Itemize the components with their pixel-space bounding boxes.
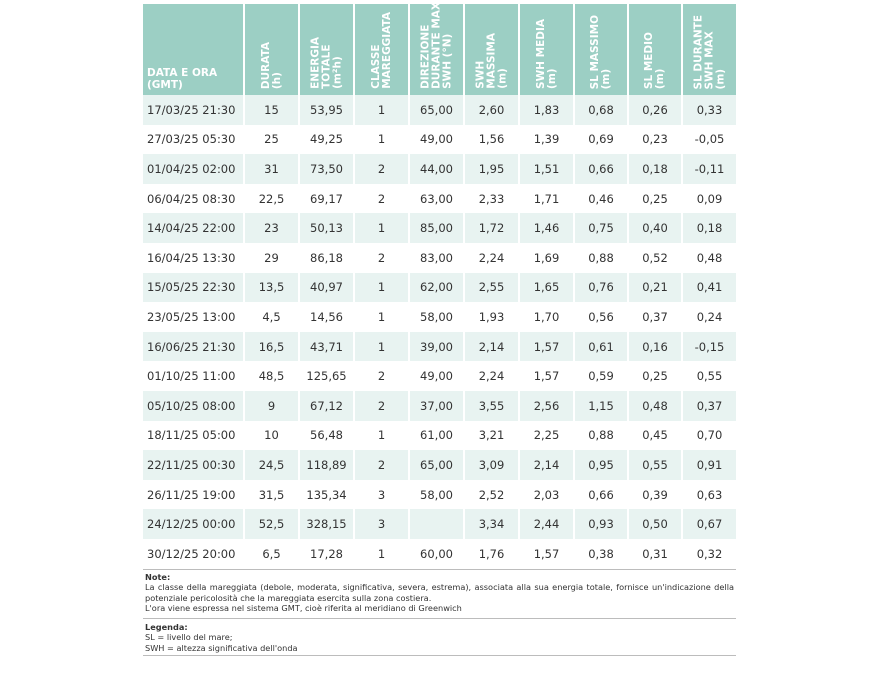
table-cell: 17,28 — [299, 539, 354, 569]
table-cell: 29 — [244, 243, 299, 273]
table-cell: 0,50 — [628, 509, 682, 539]
table-row — [143, 213, 736, 243]
table-cell: 60,00 — [409, 539, 464, 569]
table-cell: 0,91 — [682, 450, 736, 480]
table-cell: 3,34 — [464, 509, 519, 539]
table-cell: 49,00 — [409, 125, 464, 155]
column-header-label: SL MASSIMO (m) — [589, 14, 612, 89]
table-cell: 3 — [354, 480, 409, 510]
table-cell: 2 — [354, 243, 409, 273]
table-cell: 0,76 — [574, 273, 628, 303]
table-cell: 16,5 — [244, 332, 299, 362]
table-cell: 1,72 — [464, 213, 519, 243]
table-cell: 53,95 — [299, 95, 354, 125]
table-cell: 62,00 — [409, 273, 464, 303]
table-cell: 2,55 — [464, 273, 519, 303]
table-cell: 0,56 — [574, 302, 628, 332]
table-cell: 3,09 — [464, 450, 519, 480]
table-cell: 56,48 — [299, 421, 354, 451]
table-cell: 0,55 — [628, 450, 682, 480]
table-cell: 06/04/25 08:30 — [143, 184, 244, 214]
table-cell: 0,52 — [628, 243, 682, 273]
table-cell: 40,97 — [299, 273, 354, 303]
table-cell: 1 — [354, 213, 409, 243]
table-cell: 22/11/25 00:30 — [143, 450, 244, 480]
column-header-label: DIREZIONE DURANTE MAX SWH (°N) — [419, 2, 453, 89]
table-cell: 26/11/25 19:00 — [143, 480, 244, 510]
table-cell: 31,5 — [244, 480, 299, 510]
table-cell: 37,00 — [409, 391, 464, 421]
column-header-label: DATA E ORA (GMT) — [147, 67, 218, 91]
table-cell: 1,83 — [519, 95, 574, 125]
table-cell: 1,57 — [519, 539, 574, 569]
table-cell: 61,00 — [409, 421, 464, 451]
table-cell: 3,21 — [464, 421, 519, 451]
table-cell: 16/04/25 13:30 — [143, 243, 244, 273]
table-cell: 2 — [354, 184, 409, 214]
table-cell: 31 — [244, 154, 299, 184]
table-cell: 0,75 — [574, 213, 628, 243]
table-cell: 49,00 — [409, 361, 464, 391]
column-header-label: SL DURANTE SWH MAX (m) — [692, 14, 726, 89]
table-cell: 2,03 — [519, 480, 574, 510]
storm-events-table — [143, 4, 736, 569]
table-cell: 0,09 — [682, 184, 736, 214]
table-cell: 05/10/25 08:00 — [143, 391, 244, 421]
table-cell: 6,5 — [244, 539, 299, 569]
table-cell: 86,18 — [299, 243, 354, 273]
table-cell: 2,24 — [464, 361, 519, 391]
table-cell: 49,25 — [299, 125, 354, 155]
table-cell: 1 — [354, 332, 409, 362]
table-cell: 48,5 — [244, 361, 299, 391]
table-cell: 0,21 — [628, 273, 682, 303]
column-header — [244, 4, 299, 95]
table-row — [143, 302, 736, 332]
table-cell: 58,00 — [409, 480, 464, 510]
table-cell: 1,39 — [519, 125, 574, 155]
table-cell: 69,17 — [299, 184, 354, 214]
table-cell: 0,38 — [574, 539, 628, 569]
column-header — [409, 4, 464, 95]
table-cell: 2,24 — [464, 243, 519, 273]
legend-line: SL = livello del mare; — [145, 632, 233, 642]
table-cell: 18/11/25 05:00 — [143, 421, 244, 451]
table-header-row — [143, 4, 736, 95]
table-cell: 43,71 — [299, 332, 354, 362]
table-cell: 1,51 — [519, 154, 574, 184]
table-cell: 125,65 — [299, 361, 354, 391]
table-cell: 0,69 — [574, 125, 628, 155]
table-cell: 23 — [244, 213, 299, 243]
table-cell: 1 — [354, 273, 409, 303]
table-cell: 0,31 — [628, 539, 682, 569]
table-cell: 1,93 — [464, 302, 519, 332]
table-cell: 83,00 — [409, 243, 464, 273]
table-cell: 0,46 — [574, 184, 628, 214]
table-cell: 2 — [354, 450, 409, 480]
storm-table-document — [143, 4, 736, 656]
table-cell: 0,24 — [682, 302, 736, 332]
column-header — [299, 4, 354, 95]
table-cell: 24/12/25 00:00 — [143, 509, 244, 539]
table-row — [143, 154, 736, 184]
table-cell: 0,48 — [682, 243, 736, 273]
table-row — [143, 539, 736, 569]
table-row — [143, 509, 736, 539]
table-cell: 25 — [244, 125, 299, 155]
notes-line: L'ora viene espressa nel sistema GMT, cioè riferita al meridiano di Greenwich — [145, 603, 462, 613]
table-cell: -0,05 — [682, 125, 736, 155]
table-cell: 2,52 — [464, 480, 519, 510]
table-cell: 67,12 — [299, 391, 354, 421]
table-cell: 0,25 — [628, 361, 682, 391]
table-row — [143, 243, 736, 273]
table-cell: 0,25 — [628, 184, 682, 214]
table-cell: 0,45 — [628, 421, 682, 451]
table-cell: 135,34 — [299, 480, 354, 510]
legend-title: Legenda: — [145, 621, 188, 632]
table-cell: 85,00 — [409, 213, 464, 243]
table-row — [143, 421, 736, 451]
table-cell: 63,00 — [409, 184, 464, 214]
table-cell: 1,57 — [519, 361, 574, 391]
table-cell: 2 — [354, 154, 409, 184]
table-cell: 65,00 — [409, 95, 464, 125]
table-cell: 0,95 — [574, 450, 628, 480]
table-cell: 0,61 — [574, 332, 628, 362]
table-cell: 1,56 — [464, 125, 519, 155]
table-cell: 0,93 — [574, 509, 628, 539]
table-row — [143, 361, 736, 391]
table-row — [143, 184, 736, 214]
table-cell: 23/05/25 13:00 — [143, 302, 244, 332]
table-cell: 1 — [354, 539, 409, 569]
table-cell: 0,88 — [574, 243, 628, 273]
table-cell: 2 — [354, 361, 409, 391]
table-cell: 118,89 — [299, 450, 354, 480]
notes-title: Note: — [145, 571, 171, 582]
table-cell: 328,15 — [299, 509, 354, 539]
table-cell: 30/12/25 20:00 — [143, 539, 244, 569]
table-cell: 01/04/25 02:00 — [143, 154, 244, 184]
table-cell: 0,67 — [682, 509, 736, 539]
table-cell: 15 — [244, 95, 299, 125]
table-cell: 50,13 — [299, 213, 354, 243]
legend-line: SWH = altezza significativa dell'onda — [145, 642, 298, 653]
table-cell: 22,5 — [244, 184, 299, 214]
column-header — [574, 4, 628, 95]
table-cell: 0,39 — [628, 480, 682, 510]
table-cell: 14,56 — [299, 302, 354, 332]
table-cell: 2,56 — [519, 391, 574, 421]
table-cell: 1 — [354, 125, 409, 155]
table-cell: 0,66 — [574, 154, 628, 184]
table-cell: 1,65 — [519, 273, 574, 303]
table-row — [143, 273, 736, 303]
table-cell: 1,70 — [519, 302, 574, 332]
notes-section — [143, 570, 736, 618]
table-cell: 1,95 — [464, 154, 519, 184]
column-header — [628, 4, 682, 95]
table-cell: 1,76 — [464, 539, 519, 569]
table-cell: 0,37 — [628, 302, 682, 332]
table-cell: 17/03/25 21:30 — [143, 95, 244, 125]
table-cell: 24,5 — [244, 450, 299, 480]
table-cell: 0,55 — [682, 361, 736, 391]
column-header-label: SWH MASSIMA (m) — [474, 33, 508, 89]
table-cell: 01/10/25 11:00 — [143, 361, 244, 391]
table-cell: 0,18 — [682, 213, 736, 243]
column-header-label: ENERGIA TOTALE (m²h) — [309, 37, 343, 89]
table-cell: 2,14 — [464, 332, 519, 362]
table-cell: 0,48 — [628, 391, 682, 421]
column-header — [354, 4, 409, 95]
legend-section — [143, 619, 736, 656]
table-cell: 27/03/25 05:30 — [143, 125, 244, 155]
table-cell: 73,50 — [299, 154, 354, 184]
notes-line: La classe della mareggiata (debole, moderata, significativa, severa, estrema), associata alla sua energia totale, fornisce un'indicazione della potenziale pericolosità che la mareggiata esercita sulla zona costiera. — [145, 582, 734, 603]
column-header-label: SL MEDIO (m) — [643, 31, 666, 89]
bottom-divider — [143, 655, 736, 656]
table-cell: 2,14 — [519, 450, 574, 480]
table-cell: 2,44 — [519, 509, 574, 539]
table-cell: 0,70 — [682, 421, 736, 451]
table-cell: 13,5 — [244, 273, 299, 303]
table-cell: 2,60 — [464, 95, 519, 125]
table-cell: 1 — [354, 421, 409, 451]
table-cell: 0,16 — [628, 332, 682, 362]
table-cell: 0,26 — [628, 95, 682, 125]
table-cell: 16/06/25 21:30 — [143, 332, 244, 362]
table-cell: 2,33 — [464, 184, 519, 214]
table-row — [143, 450, 736, 480]
table-cell: 44,00 — [409, 154, 464, 184]
column-header — [143, 4, 244, 95]
table-cell: 3,55 — [464, 391, 519, 421]
column-header — [464, 4, 519, 95]
table-cell: -0,11 — [682, 154, 736, 184]
table-cell: 1,69 — [519, 243, 574, 273]
table-cell: 0,41 — [682, 273, 736, 303]
table-cell: 1,15 — [574, 391, 628, 421]
table-cell: 58,00 — [409, 302, 464, 332]
table-row — [143, 391, 736, 421]
table-cell: 52,5 — [244, 509, 299, 539]
table-cell: 39,00 — [409, 332, 464, 362]
table-cell: 1 — [354, 302, 409, 332]
table-cell: 65,00 — [409, 450, 464, 480]
column-header-label: SWH MEDIA (m) — [534, 19, 558, 89]
table-cell: 0,59 — [574, 361, 628, 391]
column-header — [682, 4, 736, 95]
table-row — [143, 95, 736, 125]
table-cell: 0,68 — [574, 95, 628, 125]
table-cell: 2,25 — [519, 421, 574, 451]
table-cell: 14/04/25 22:00 — [143, 213, 244, 243]
column-header-label: DURATA (h) — [259, 41, 283, 89]
table-cell: 3 — [354, 509, 409, 539]
table-cell: 0,32 — [682, 539, 736, 569]
table-cell: 0,88 — [574, 421, 628, 451]
table-cell: 9 — [244, 391, 299, 421]
table-cell: 4,5 — [244, 302, 299, 332]
table-cell: 1,46 — [519, 213, 574, 243]
table-cell: 0,33 — [682, 95, 736, 125]
table-cell: -0,15 — [682, 332, 736, 362]
table-cell: 1,71 — [519, 184, 574, 214]
table-row — [143, 332, 736, 362]
column-header-label: CLASSE MAREGGIATA — [369, 12, 393, 89]
table-cell: 0,37 — [682, 391, 736, 421]
table-cell: 0,66 — [574, 480, 628, 510]
table-cell — [409, 509, 464, 539]
table-cell: 2 — [354, 391, 409, 421]
table-cell: 1 — [354, 95, 409, 125]
table-cell: 1,57 — [519, 332, 574, 362]
table-cell: 0,40 — [628, 213, 682, 243]
table-cell: 0,63 — [682, 480, 736, 510]
table-row — [143, 125, 736, 155]
table-cell: 15/05/25 22:30 — [143, 273, 244, 303]
table-cell: 0,18 — [628, 154, 682, 184]
column-header — [519, 4, 574, 95]
table-cell: 0,23 — [628, 125, 682, 155]
table-row — [143, 480, 736, 510]
table-cell: 10 — [244, 421, 299, 451]
table-body — [143, 95, 736, 569]
